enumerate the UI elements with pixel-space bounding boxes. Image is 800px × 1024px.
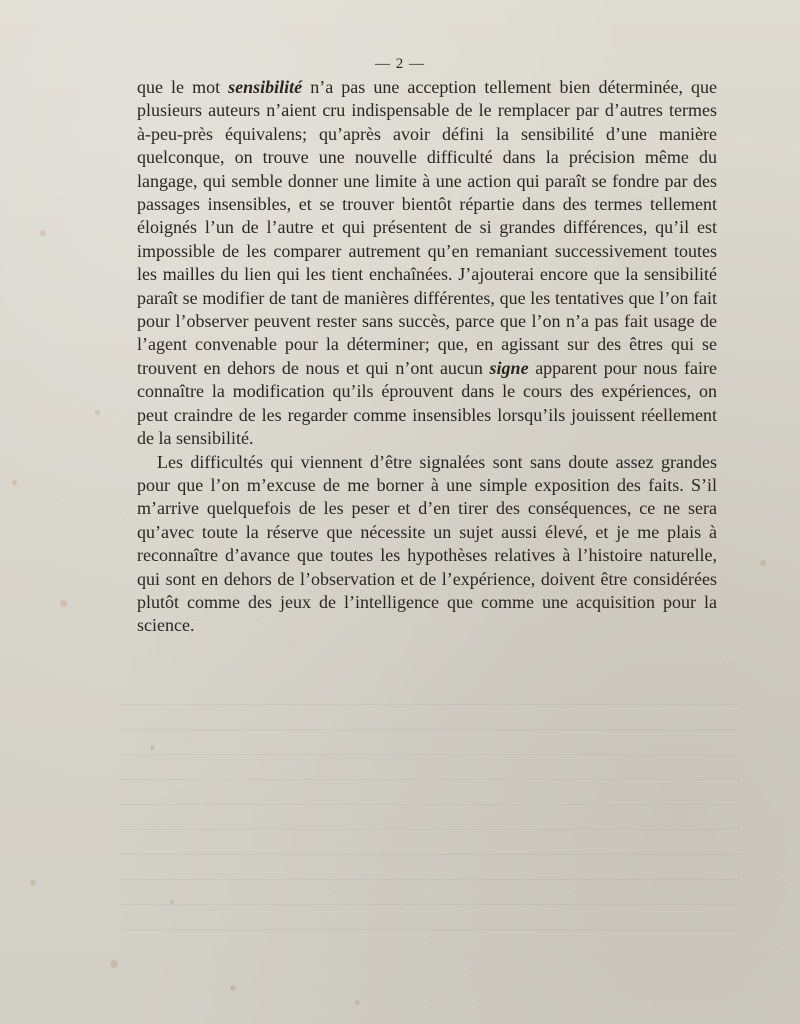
foxing-spot xyxy=(40,230,46,236)
emphasized-term: sensibilité xyxy=(228,77,303,97)
foxing-spot xyxy=(30,880,36,886)
foxing-spot xyxy=(230,985,236,991)
foxing-spot xyxy=(12,480,17,485)
foxing-spot xyxy=(60,600,67,607)
paragraph: Les difficultés qui viennent d’être signalées sont sans doute assez grandes pour que l’on m’excuse de me borner à une simple exposition des faits. S’il m’arrive quelquefois de les peser et d’en tirer des conséquences, ce ne sera qu’avec toute la réserve que nécessite un sujet aussi élevé, et je me plais à reconnaître d’avance que toutes les hypothèses relatives à l’histoire naturelle, qui sont en dehors de l’observation et de l’expérience, doivent être considérées plutôt comme des jeux de l’intelligence que comme une acquisition pour la science. xyxy=(137,451,717,636)
foxing-spot xyxy=(760,560,766,566)
emphasized-term: signe xyxy=(489,357,529,378)
text-run: n’a pas une acception tellement bien déterminée, que plusieurs auteurs n’aient cru indispensable de le remplacer par d’autres termes à-peu-près équivalens; qu’après avoir défini la sensibilité d’une manière quelconque, on trouve une nouvelle difficulté dans la précision même du langage, qui semble donner une limite à une action qui paraît se fondre par des passages insensibles, et se trouver bientôt répartie dans des termes tellement éloignés l’un de l’autre et qui présentent de si grandes différences, qu’il est impossible de les comparer autrement qu’en remaniant successivement toutes les mailles du lien qui les tient enchaînées. J’ajouterai encore que la sensibilité paraît se modifier de tant de manières différentes, que les tentatives que l’on fait pour l’observer peuvent rester sans succès, parce que l’on n’a pas fait usage de l’agent convenable pour la déterminer; que, en agissant sur des êtres qui se trouvent en dehors de nous et qui n’ont aucun xyxy=(137,77,717,378)
foxing-spot xyxy=(95,410,100,415)
foxing-spot xyxy=(355,1000,360,1005)
foxing-spot xyxy=(110,960,118,968)
bleed-through-texture xyxy=(120,680,740,930)
text-run: que le mot xyxy=(137,77,229,97)
text-run: apparent pour nous faire connaître la modification qu’ils éprouvent dans le cours des expériences, on peut craindre de les regarder comme insensibles lorsqu’ils jouissent réellement de la sensibilité. xyxy=(137,357,717,449)
page-number: — 2 — xyxy=(375,56,425,72)
paragraph xyxy=(137,76,717,451)
body-text xyxy=(137,76,717,638)
